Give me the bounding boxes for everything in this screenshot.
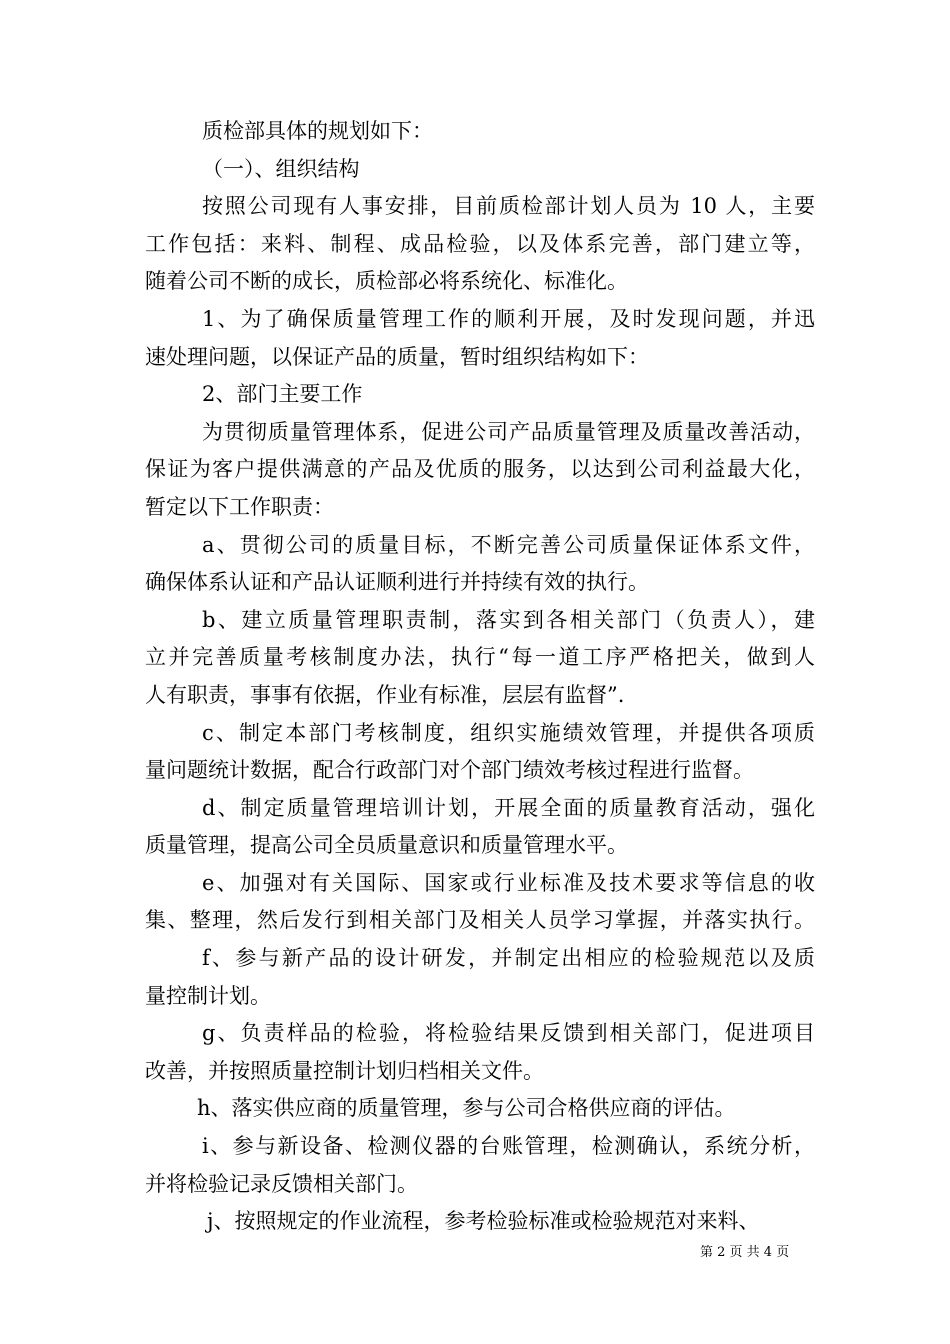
text-line-1: 质检部具体的规划如下： bbox=[202, 119, 433, 143]
text-line-11: 暂定以下工作职责： bbox=[145, 494, 334, 519]
text-line-12: a、贯彻公司的质量目标，不断完善公司质量保证体系文件， bbox=[202, 532, 815, 557]
section-heading: （一）、组织结构 bbox=[202, 156, 360, 181]
text-line-24: 量控制计划。 bbox=[145, 983, 271, 1008]
text-line-3: 按照公司现有人事安排，目前质检部计划人员为 10 人，主要 bbox=[202, 194, 815, 219]
text-line-14: b、建立质量管理职责制，落实到各相关部门（负责人），建 bbox=[202, 607, 815, 632]
subsection-heading: 2、部门主要工作 bbox=[202, 382, 363, 407]
text-line-7: 速处理问题，以保证产品的质量，暂时组织结构如下： bbox=[145, 344, 649, 369]
text-line-21: e、加强对有关国际、国家或行业标准及技术要求等信息的收 bbox=[202, 870, 815, 895]
text-line-26: 改善，并按照质量控制计划归档相关文件。 bbox=[145, 1058, 544, 1083]
text-line-9: 为贯彻质量管理体系，促进公司产品质量管理及质量改善活动， bbox=[202, 419, 815, 444]
text-line-30: j、按照规定的作业流程，参考检验标准或检验规范对来料、 bbox=[207, 1209, 760, 1234]
text-line-15: 立并完善质量考核制度办法，执行“每一道工序严格把关，做到人 bbox=[145, 645, 815, 670]
text-line-29: 并将检验记录反馈相关部门。 bbox=[145, 1171, 418, 1196]
text-line-4: 工作包括：来料、制程、成品检验，以及体系完善，部门建立等， bbox=[145, 231, 815, 256]
page-number: 第 2 页 共 4 页 bbox=[700, 1245, 790, 1260]
text-line-16: 人有职责，事事有依据，作业有标准，层层有监督”. bbox=[145, 682, 625, 707]
text-line-18: 量问题统计数据，配合行政部门对个部门绩效考核过程进行监督。 bbox=[145, 758, 754, 783]
text-line-5: 随着公司不断的成长，质检部必将系统化、标准化。 bbox=[145, 269, 628, 294]
text-line-19: d、制定质量管理培训计划，开展全面的质量教育活动，强化 bbox=[202, 795, 815, 820]
text-line-10: 保证为客户提供满意的产品及优质的服务，以达到公司利益最大化， bbox=[145, 457, 815, 482]
text-line-23: f、参与新产品的设计研发，并制定出相应的检验规范以及质 bbox=[202, 946, 815, 971]
text-line-28: i、参与新设备、检测仪器的台账管理，检测确认，系统分析， bbox=[202, 1134, 815, 1159]
text-line-17: c、制定本部门考核制度，组织实施绩效管理，并提供各项质 bbox=[202, 720, 815, 745]
text-line-13: 确保体系认证和产品认证顺利进行并持续有效的执行。 bbox=[145, 570, 649, 595]
text-line-25: g、负责样品的检验，将检验结果反馈到相关部门，促进项目 bbox=[202, 1021, 815, 1046]
document-body bbox=[145, 113, 815, 1241]
text-line-22: 集、整理，然后发行到相关部门及相关人员学习掌握，并落实执行。 bbox=[145, 908, 815, 933]
text-line-20: 质量管理，提高公司全员质量意识和质量管理水平。 bbox=[145, 833, 628, 858]
text-line-27: h、落实供应商的质量管理，参与公司合格供应商的评估。 bbox=[197, 1096, 736, 1121]
text-line-6: 1、为了确保质量管理工作的顺利开展，及时发现问题，并迅 bbox=[202, 306, 815, 331]
